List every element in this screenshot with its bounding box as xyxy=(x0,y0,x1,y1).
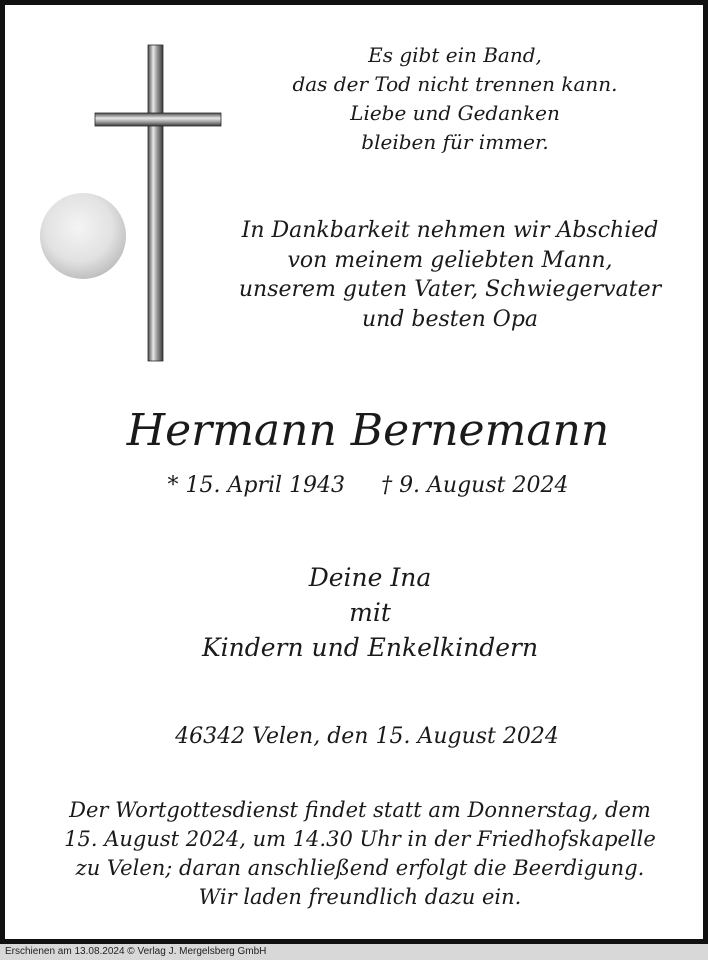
death-symbol: † xyxy=(381,473,393,498)
place-date: 46342 Velen, den 15. August 2024 xyxy=(175,724,559,749)
signer-line: Deine Ina xyxy=(308,563,432,592)
poem-line: Liebe und Gedanken xyxy=(350,101,560,125)
service-line: Wir laden freundlich dazu ein. xyxy=(198,885,522,909)
cross-icon xyxy=(35,41,235,371)
poem-line: Es gibt ein Band, xyxy=(368,43,542,67)
service-line: zu Velen; daran anschließend erfolgt die Beerdigung. xyxy=(75,856,645,880)
deceased-name: Hermann Bernemann xyxy=(126,405,610,456)
signer-line: mit xyxy=(349,598,391,627)
life-dates xyxy=(5,471,708,501)
signers xyxy=(5,560,708,665)
sphere-icon xyxy=(40,193,126,279)
publication-footer: Erschienen am 13.08.2024 © Verlag J. Mergelsberg GmbH xyxy=(0,944,708,960)
intro-line: von meinem geliebten Mann, xyxy=(287,247,613,273)
intro-line: unserem guten Vater, Schwiegervater xyxy=(238,277,662,302)
service-line: 15. August 2024, um 14.30 Uhr in der Friedhofskapelle xyxy=(64,827,656,851)
poem-line: bleiben für immer. xyxy=(361,130,549,154)
poem-line: das der Tod nicht trennen kann. xyxy=(292,72,618,96)
birth-date: 15. April 1943 xyxy=(185,473,346,498)
intro-line: und besten Opa xyxy=(361,306,539,332)
signer-line: Kindern und Enkelkindern xyxy=(201,633,539,662)
poem xyxy=(255,41,655,157)
intro-line: In Dankbarkeit nehmen wir Abschied xyxy=(241,218,659,243)
birth-symbol: * xyxy=(167,473,179,498)
intro-text xyxy=(235,216,665,334)
death-date: 9. August 2024 xyxy=(399,473,569,498)
service-info xyxy=(5,796,708,912)
service-line: Der Wortgottesdienst findet statt am Donnerstag, dem xyxy=(69,798,651,822)
